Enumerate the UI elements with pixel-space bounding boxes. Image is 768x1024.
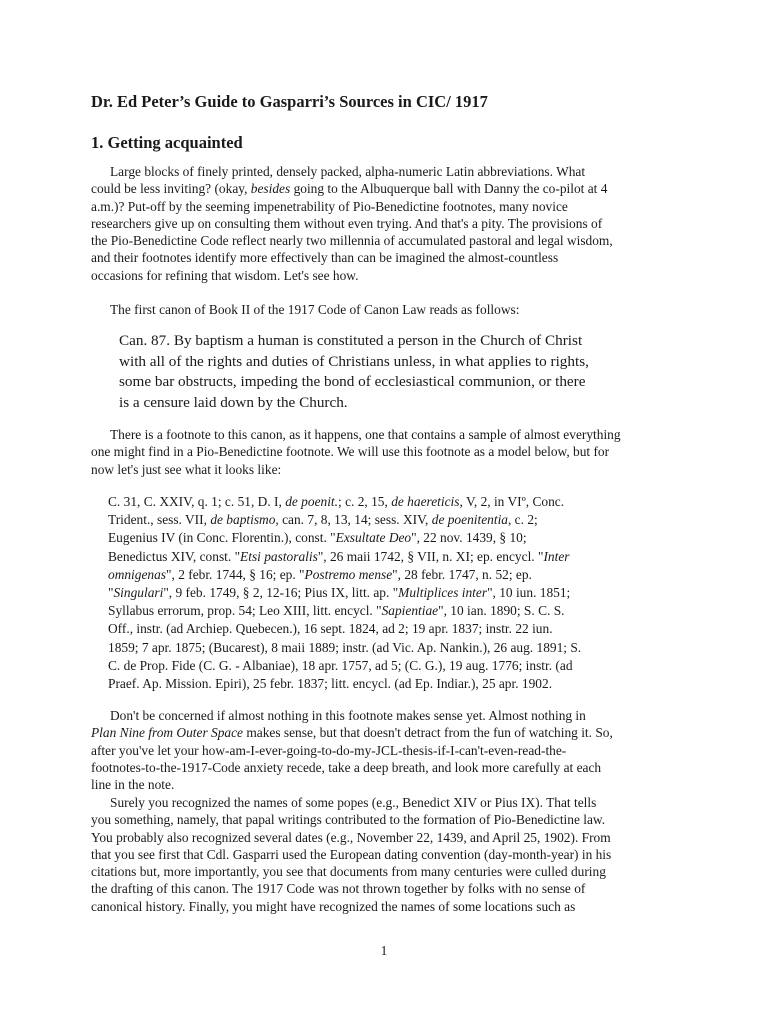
- footnote-line: [108, 493, 668, 511]
- text-line: now let's just see what it looks like:: [91, 461, 282, 477]
- text-span: Benedictus XIV, const. ": [108, 548, 241, 564]
- quote-line: some bar obstructs, impeding the bond of ecclesiastical communion, or there: [119, 373, 586, 390]
- canon-quote: [119, 331, 659, 413]
- text-span: ", 2 febr. 1744, § 16; ep. ": [166, 566, 305, 582]
- paragraph-intro: [91, 163, 681, 284]
- text-line: after you've let your how-am-I-ever-going-to-do-my-JCL-thesis-if-I-can't-even-read-the-: [91, 742, 567, 758]
- text-line: that you see first that Cdl. Gasparri used the European dating convention (day-month-year) in his: [91, 846, 612, 862]
- italic-span: Singulari: [113, 585, 164, 601]
- text-line: occasions for refining that wisdom. Let's see how.: [91, 267, 359, 283]
- italic-span: Plan Nine from Outer Space: [91, 725, 243, 741]
- text-span: makes sense, but that doesn't detract from the fun of watching it. So,: [243, 725, 613, 741]
- text-span: ": [108, 585, 114, 601]
- text-span: ", 22 nov. 1439, § 10;: [411, 530, 527, 546]
- text-span: Syllabus errorum, prop. 54; Leo XIII, litt. encycl. ": [108, 603, 382, 619]
- text-span: Trident., sess. VII,: [108, 512, 211, 528]
- text-line: The first canon of Book II of the 1917 Code of Canon Law reads as follows:: [110, 302, 520, 317]
- text-line: You probably also recognized several dates (e.g., November 22, 1439, and April 25, 1902). From: [91, 829, 611, 845]
- text-line: Large blocks of finely printed, densely packed, alpha-numeric Latin abbreviations. What: [110, 164, 586, 179]
- italic-span: Etsi pastoralis: [240, 548, 318, 564]
- footnote-line: [108, 548, 668, 566]
- text-line: canonical history. Finally, you might have recognized the names of some locations such as: [91, 898, 576, 914]
- text-span: C. 31, C. XXIV, q. 1; c. 51, D. I,: [108, 494, 286, 509]
- text-line: Surely you recognized the names of some popes (e.g., Benedict XIV or Pius IX). That tells: [110, 795, 597, 810]
- paragraph-recognized-names: [91, 794, 681, 915]
- section-heading: 1. Getting acquainted: [91, 133, 243, 152]
- quote-line: with all of the rights and duties of Christians unless, in what applies to rights,: [119, 352, 589, 370]
- text-line: one might find in a Pio-Benedictine footnote. We will use this footnote as a model below, but for: [91, 444, 610, 460]
- text-line: and their footnotes identify more effectively than can be imagined the almost-countless: [91, 250, 559, 266]
- text-line: line in the note.: [91, 777, 175, 793]
- footnote-line: [108, 529, 668, 547]
- text-line: a.m.)? Put-off by the seeming impenetrability of Pio-Benedictine footnotes, many novice: [91, 198, 568, 214]
- footnote-line: 1859; 7 apr. 1875; (Bucarest), 8 maii 1889; instr. (ad Vic. Ap. Nankin.), 26 aug. 1891; S.: [108, 639, 582, 655]
- text-span: , V, 2, in VIº, Conc.: [459, 494, 565, 509]
- italic-span: de baptismo: [210, 512, 276, 528]
- document-title: Dr. Ed Peter’s Guide to Gasparri’s Sources in CIC/ 1917: [91, 92, 488, 111]
- italic-span: besides: [250, 181, 291, 197]
- paragraph-first-canon: [91, 301, 681, 318]
- text-line: Don't be concerned if almost nothing in this footnote makes sense yet. Almost nothing in: [110, 708, 586, 723]
- text-span: going to the Albuquerque ball with Danny the co-pilot at 4: [290, 181, 608, 197]
- italic-span: de poenitentia: [431, 512, 508, 528]
- footnote-line: [108, 584, 668, 602]
- italic-span: omnigenas: [108, 566, 167, 582]
- italic-span: Inter: [543, 548, 570, 564]
- text-span: ", 10 ian. 1890; S. C. S.: [438, 603, 565, 619]
- footnote-block: [108, 493, 668, 693]
- text-line: citations but, more importantly, you see that documents from many centuries were culled during: [91, 864, 606, 880]
- text-span: ", 28 febr. 1747, n. 52; ep.: [392, 566, 532, 582]
- italic-span: de haereticis: [391, 494, 460, 509]
- footnote-line: Praef. Ap. Mission. Epiri), 25 febr. 1837; litt. encycl. (ad Ep. Indiar.), 25 apr. 1902.: [108, 676, 553, 692]
- quote-line: Can. 87. By baptism a human is constituted a person in the Church of Christ: [119, 332, 583, 349]
- text-span: ", 26 maii 1742, § VII, n. XI; ep. encycl. ": [317, 548, 544, 564]
- footnote-line: [108, 602, 668, 620]
- text-span: ", 9 feb. 1749, § 2, 12-16; Pius IX, litt. ap. ": [163, 585, 399, 601]
- quote-line: is a censure laid down by the Church.: [119, 393, 348, 411]
- text-line: the Pio-Benedictine Code reflect nearly two millennia of accumulated pastoral and legal wisdom,: [91, 233, 613, 249]
- page-number: 1: [380, 943, 388, 958]
- paragraph-dont-be-concerned: [91, 707, 681, 793]
- italic-span: Postremo mense: [304, 566, 393, 582]
- paragraph-footnote-intro: [91, 426, 681, 478]
- text-line: the drafting of this canon. The 1917 Code was not thrown together by folks with no sense of: [91, 881, 586, 897]
- footnote-line: Off., instr. (ad Archiep. Quebecen.), 16 sept. 1824, ad 2; 19 apr. 1837; instr. 22 iun.: [108, 621, 553, 637]
- footnote-line: [108, 511, 668, 529]
- italic-span: de poenit.: [285, 494, 338, 509]
- text-span: could be less inviting? (okay,: [91, 181, 251, 197]
- footnote-line: C. de Prop. Fide (C. G. - Albaniae), 18 apr. 1757, ad 5; (C. G.), 19 aug. 1776; instr. (ad: [108, 657, 573, 673]
- footnote-line: [108, 566, 668, 584]
- text-line: footnotes-to-the-1917-Code anxiety recede, take a deep breath, and look more carefully at each: [91, 759, 602, 775]
- text-span: Eugenius IV (in Conc. Florentin.), const. ": [108, 530, 336, 546]
- text-span: , c. 2;: [507, 512, 538, 528]
- italic-span: Exsultate Deo: [335, 530, 412, 546]
- text-line: you something, namely, that papal writings contributed to the formation of Pio-Benedictine law.: [91, 812, 606, 828]
- text-span: ; c. 2, 15,: [338, 494, 392, 509]
- italic-span: Sapientiae: [381, 603, 439, 619]
- text-span: ", 10 iun. 1851;: [487, 585, 571, 601]
- text-span: , can. 7, 8, 13, 14; sess. XIV,: [275, 512, 432, 528]
- italic-span: Multiplices inter: [398, 585, 488, 601]
- text-line: [91, 180, 681, 197]
- text-line: researchers give up on consulting them without even trying. And that's a pity. The provisions of: [91, 215, 603, 231]
- text-line: There is a footnote to this canon, as it happens, one that contains a sample of almost everything: [110, 427, 621, 442]
- text-line: [91, 724, 681, 741]
